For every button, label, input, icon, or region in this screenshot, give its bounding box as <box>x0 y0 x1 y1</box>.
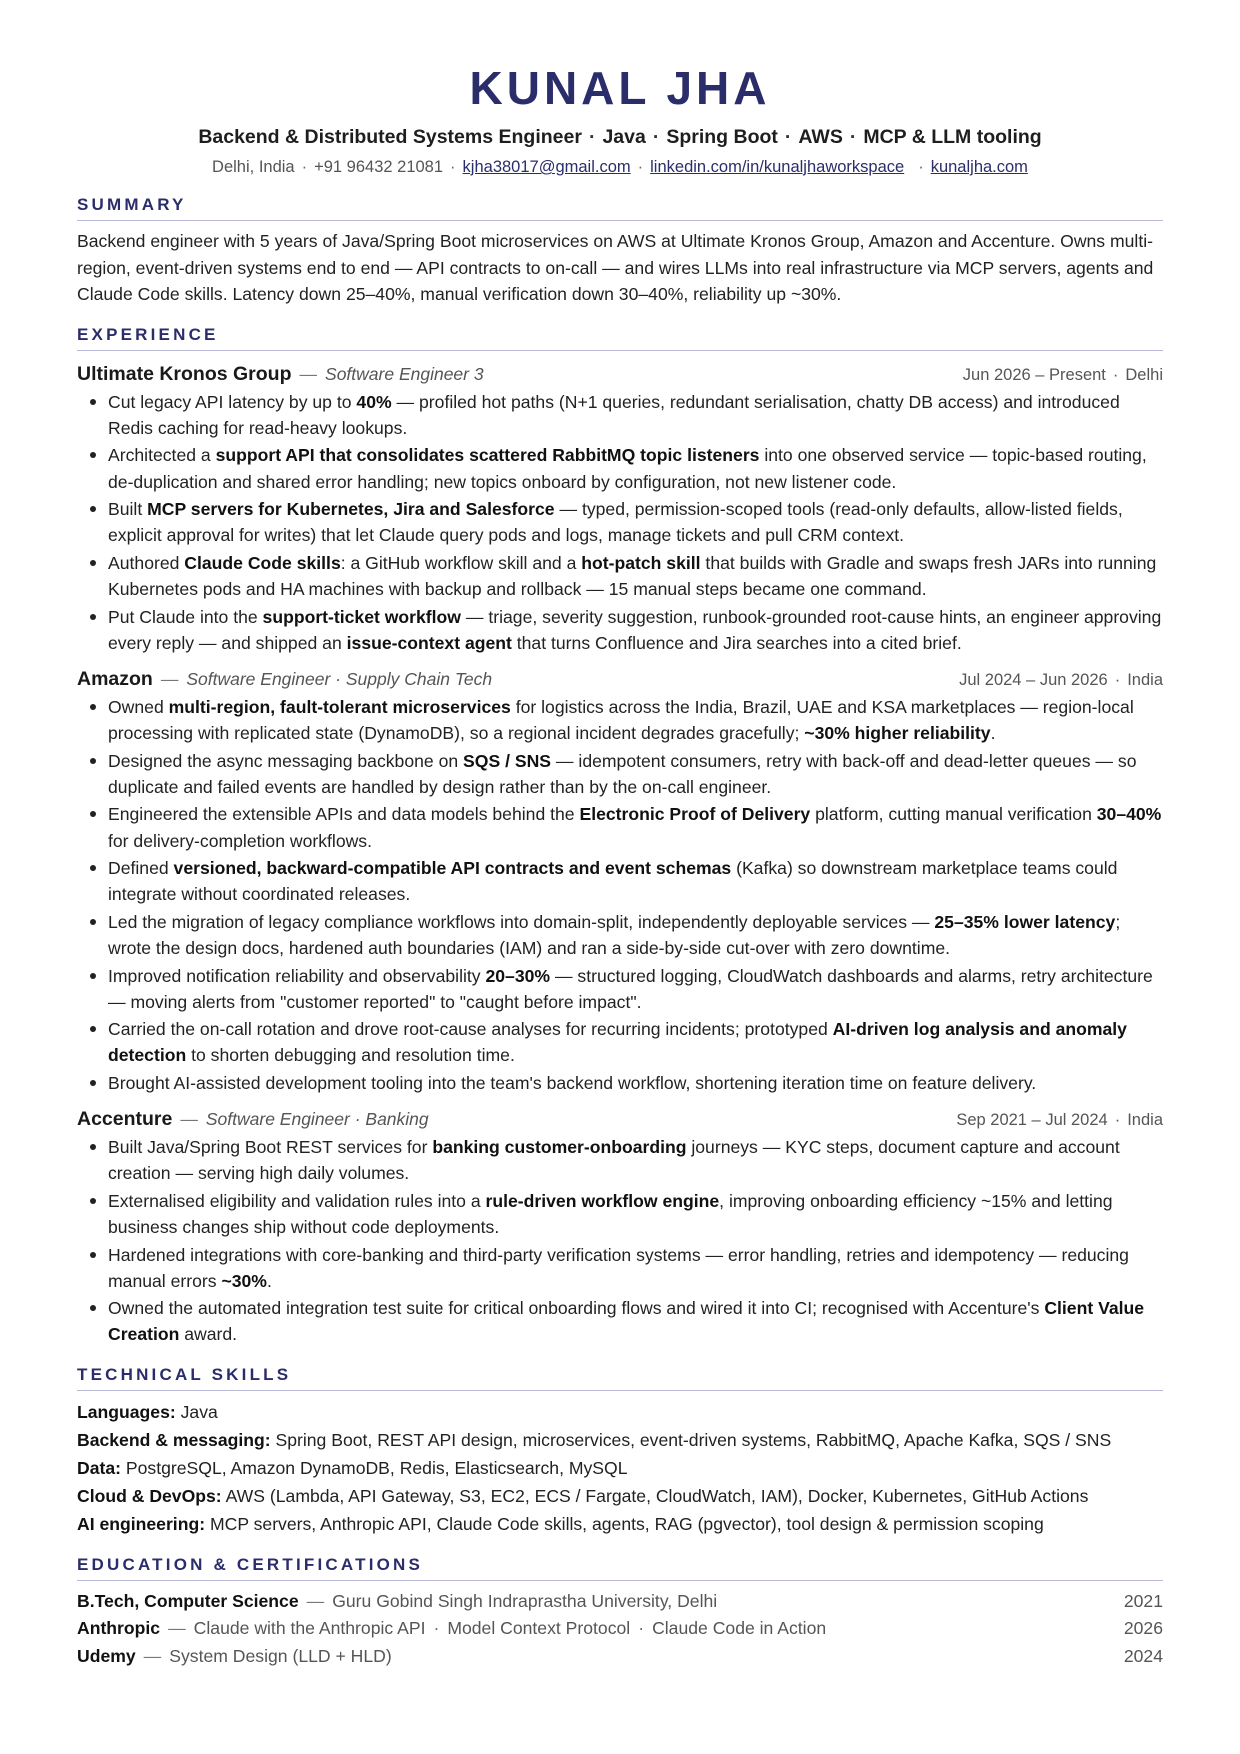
bullet-highlight: 30–40% <box>1096 804 1162 825</box>
education-row <box>77 1643 1163 1671</box>
job-entry <box>77 666 1163 1096</box>
dash-separator: — <box>143 1646 162 1667</box>
skill-value: MCP servers, Anthropic API, Claude Code skills, agents, RAG (pgvector), tool design & permission scoping <box>209 1513 1044 1534</box>
linkedin-link[interactable]: linkedin.com/in/kunaljhaworkspace <box>650 158 905 176</box>
skill-value: PostgreSQL, Amazon DynamoDB, Redis, Elasticsearch, MySQL <box>125 1457 628 1478</box>
education-left <box>77 1588 717 1616</box>
skill-label: AI engineering: <box>77 1513 206 1534</box>
dot-separator: · <box>433 1618 440 1639</box>
skill-row <box>77 1510 1163 1538</box>
bullet-highlight: Claude Code skills <box>184 552 341 573</box>
education-detail: Claude with the Anthropic API <box>193 1618 426 1639</box>
website-link[interactable]: kunaljha.com <box>930 158 1028 176</box>
skill-row <box>77 1482 1163 1510</box>
headline-skill-spring: Spring Boot <box>666 126 778 148</box>
skill-label: Data: <box>77 1457 121 1478</box>
dash-separator: — <box>299 363 318 384</box>
phone: +91 96432 21081 <box>314 158 444 176</box>
dot-separator: · <box>638 1618 645 1639</box>
bullet-item: Owned the automated integration test suite for critical onboarding flows and wired it into CI; recognised with Accenture's Client Value Creation award. <box>77 1295 1163 1347</box>
job-meta <box>963 362 1163 388</box>
skill-value: AWS (Lambda, API Gateway, S3, EC2, ECS / Fargate, CloudWatch, IAM), Docker, Kubernetes, GitHub Actions <box>225 1485 1089 1506</box>
bullet-item: Put Claude into the support-ticket workflow — triage, severity suggestion, runbook-grounded root-cause hints, an engineer approving every reply — and shipped an issue-context agent that turns Confluence and Jira searches into a cited brief. <box>77 604 1163 656</box>
education-left <box>77 1643 392 1671</box>
education-year: 2021 <box>1123 1590 1163 1611</box>
dash-separator: — <box>180 1109 198 1130</box>
bullet-highlight: versioned, backward-compatible API contracts and event schemas <box>173 858 732 879</box>
bullet-highlight: support API that consolidates scattered RabbitMQ topic listeners <box>215 445 760 466</box>
dot-separator: · <box>1114 671 1121 689</box>
bullet-highlight: multi-region, fault-tolerant microservices <box>168 697 511 717</box>
contact-line: Delhi, India · +91 96432 21081 · kjha38017@gmail.com · linkedin.com/in/kunaljhaworkspace · kunaljha.com <box>212 158 1028 176</box>
headline: Backend & Distributed Systems Engineer · Java · Spring Boot · AWS · MCP & LLM tooling <box>198 126 1042 148</box>
section-title-summary: SUMMARY <box>77 194 1163 221</box>
bullet-highlight: Electronic Proof of Delivery <box>579 804 811 825</box>
bullet-highlight: MCP servers for Kubernetes, Jira and Salesforce <box>147 499 555 520</box>
bullet-highlight: 20–30% <box>485 965 551 986</box>
section-title-experience: EXPERIENCE <box>77 324 1163 351</box>
company-name: Amazon <box>77 668 153 690</box>
bullet-highlight: Client Value Creation <box>108 1298 1145 1345</box>
education-detail: Claude Code in Action <box>652 1618 827 1639</box>
bullet-highlight: ~30% higher reliability <box>804 723 991 744</box>
bullet-item: Engineered the extensible APIs and data models behind the Electronic Proof of Delivery platform, cutting manual verification 30–40% for delivery-completion workflows. <box>77 801 1163 853</box>
headline-title: Backend & Distributed Systems Engineer <box>198 126 582 148</box>
job-title-line <box>77 1106 429 1132</box>
skill-row <box>77 1426 1163 1454</box>
education-title: Udemy <box>77 1646 136 1667</box>
bullet-list <box>77 694 1163 1096</box>
bullet-highlight: ~30% <box>221 1270 267 1291</box>
job-location: India <box>1127 1111 1163 1130</box>
job-header <box>77 361 1163 388</box>
dash-separator: — <box>306 1590 325 1611</box>
section-title-education: EDUCATION & CERTIFICATIONS <box>77 1554 1163 1581</box>
job-entry <box>77 1106 1163 1348</box>
skills-list <box>77 1398 1163 1538</box>
summary-text: Backend engineer with 5 years of Java/Spring Boot microservices on AWS at Ultimate Kronos Group, Amazon and Accenture. Owns multi-region, event-driven systems end to end — API contracts to on-call — and wires LLMs into real infrastructure via MCP servers, agents and Claude Code skills. Latency down 25–40%, manual verification down 30–40%, reliability up ~30%. <box>77 231 1154 305</box>
job-title-line <box>77 361 484 387</box>
education-year: 2026 <box>1123 1618 1163 1639</box>
bullet-highlight: SQS / SNS <box>463 750 552 771</box>
education-row <box>77 1588 1163 1616</box>
location: Delhi, India <box>212 158 295 176</box>
bullet-highlight: 25–35% lower latency <box>934 911 1116 932</box>
bullet-item: Architected a support API that consolidates scattered RabbitMQ topic listeners into one observed service — topic-based routing, de-duplication and shared error handling; new topics onboard by configuration, not new listener code. <box>77 442 1163 494</box>
job-dates: Sep 2021 – Jul 2024 <box>956 1111 1108 1130</box>
bullet-highlight: issue-context agent <box>346 632 512 653</box>
headline-skill-aws: AWS <box>798 126 843 148</box>
dot-separator: · <box>1112 365 1119 384</box>
candidate-name: KUNAL JHA <box>469 62 771 114</box>
skill-row <box>77 1454 1163 1482</box>
dash-separator: — <box>160 669 179 689</box>
dot-separator: · <box>1114 1111 1121 1130</box>
headline-skill-mcp: MCP & LLM tooling <box>863 126 1042 148</box>
job-role: Software Engineer 3 <box>325 363 484 384</box>
email-link[interactable]: kjha38017@gmail.com <box>462 158 631 176</box>
bullet-list <box>77 1134 1163 1348</box>
education-list <box>77 1588 1163 1671</box>
skill-label: Languages: <box>77 1401 176 1422</box>
job-header <box>77 666 1163 693</box>
job-dates: Jul 2024 – Jun 2026 <box>959 671 1108 689</box>
job-location: India <box>1127 671 1163 689</box>
education-year: 2024 <box>1123 1646 1163 1667</box>
job-header <box>77 1106 1163 1133</box>
bullet-item: Defined versioned, backward-compatible API contracts and event schemas (Kafka) so downstream marketplace teams could integrate without coordinated releases. <box>77 855 1163 907</box>
bullet-item: Built MCP servers for Kubernetes, Jira and Salesforce — typed, permission-scoped tools (read-only defaults, allow-listed fields, explicit approval for writes) that let Claude query pods and logs, manage tickets and pull CRM context. <box>77 496 1163 548</box>
job-role: Software Engineer · Supply Chain Tech <box>186 669 493 689</box>
company-name: Ultimate Kronos Group <box>77 362 292 385</box>
education-detail: Guru Gobind Singh Indraprastha University, Delhi <box>332 1590 718 1611</box>
bullet-item: Led the migration of legacy compliance workflows into domain-split, independently deployable services — 25–35% lower latency; wrote the design docs, hardened auth boundaries (IAM) and ran a side-by-side cut-over with zero downtime. <box>77 909 1163 961</box>
skill-label: Cloud & DevOps: <box>77 1485 222 1506</box>
skill-row <box>77 1398 1163 1426</box>
job-entry <box>77 361 1163 656</box>
bullet-item: Hardened integrations with core-banking and third-party verification systems — error handling, retries and idempotency — reducing manual errors ~30%. <box>77 1242 1163 1294</box>
skill-label: Backend & messaging: <box>77 1429 271 1450</box>
bullet-highlight: hot-patch skill <box>581 552 701 573</box>
experience-list <box>77 361 1163 1348</box>
bullet-highlight: 40% <box>356 391 392 412</box>
section-title-skills: TECHNICAL SKILLS <box>77 1364 1163 1391</box>
job-meta <box>959 667 1163 693</box>
dash-separator: — <box>168 1618 186 1639</box>
education-detail: Model Context Protocol <box>447 1618 631 1639</box>
company-name: Accenture <box>77 1108 173 1131</box>
bullet-list <box>77 389 1163 656</box>
job-meta <box>956 1107 1163 1133</box>
skill-value: Java <box>180 1401 218 1422</box>
job-role: Software Engineer · Banking <box>205 1109 429 1130</box>
bullet-item: Brought AI-assisted development tooling into the team's backend workflow, shortening iteration time on feature delivery. <box>77 1070 1163 1096</box>
skill-value: Spring Boot, REST API design, microservices, event-driven systems, RabbitMQ, Apache Kafka, SQS / SNS <box>275 1429 1112 1450</box>
bullet-item: Owned multi-region, fault-tolerant microservices for logistics across the India, Brazil, UAE and KSA marketplaces — region-local processing with replicated state (DynamoDB), so a regional incident degrades gracefully; ~30% higher reliability. <box>77 694 1163 746</box>
bullet-item: Cut legacy API latency by up to 40% — profiled hot paths (N+1 queries, redundant serialisation, chatty DB access) and introduced Redis caching for read-heavy lookups. <box>77 389 1163 441</box>
bullet-item: Carried the on-call rotation and drove root-cause analyses for recurring incidents; prototyped AI-driven log analysis and anomaly detection to shorten debugging and resolution time. <box>77 1016 1163 1068</box>
education-row <box>77 1615 1163 1643</box>
bullet-highlight: banking customer-onboarding <box>432 1137 687 1158</box>
bullet-highlight: rule-driven workflow engine <box>485 1190 720 1211</box>
bullet-highlight: support-ticket workflow <box>262 606 461 627</box>
bullet-highlight: AI-driven log analysis and anomaly detection <box>108 1019 1127 1066</box>
education-title: Anthropic <box>77 1618 161 1639</box>
job-dates: Jun 2026 – Present <box>962 365 1106 384</box>
bullet-item: Authored Claude Code skills: a GitHub workflow skill and a hot-patch skill that builds with Gradle and swaps fresh JARs into running Kubernetes pods and HA machines with backup and rollback — 15 manual steps became one command. <box>77 550 1163 602</box>
headline-skill-java: Java <box>602 126 646 148</box>
job-location: Delhi <box>1125 365 1163 384</box>
education-left <box>77 1615 826 1643</box>
education-title: B.Tech, Computer Science <box>77 1590 299 1611</box>
bullet-item: Externalised eligibility and validation rules into a rule-driven workflow engine, improving onboarding efficiency ~15% and letting business changes ship without code deployments. <box>77 1188 1163 1240</box>
bullet-item: Built Java/Spring Boot REST services for banking customer-onboarding journeys — KYC steps, document capture and account creation — serving high daily volumes. <box>77 1134 1163 1186</box>
bullet-item: Improved notification reliability and observability 20–30% — structured logging, CloudWatch dashboards and alarms, retry architecture — moving alerts from "customer reported" to "caught before impact". <box>77 963 1163 1015</box>
education-detail: System Design (LLD + HLD) <box>169 1646 392 1667</box>
job-title-line <box>77 666 492 692</box>
bullet-item: Designed the async messaging backbone on SQS / SNS — idempotent consumers, retry with back-off and dead-letter queues — so duplicate and failed events are handled by design rather than by the on-call engineer. <box>77 748 1163 800</box>
